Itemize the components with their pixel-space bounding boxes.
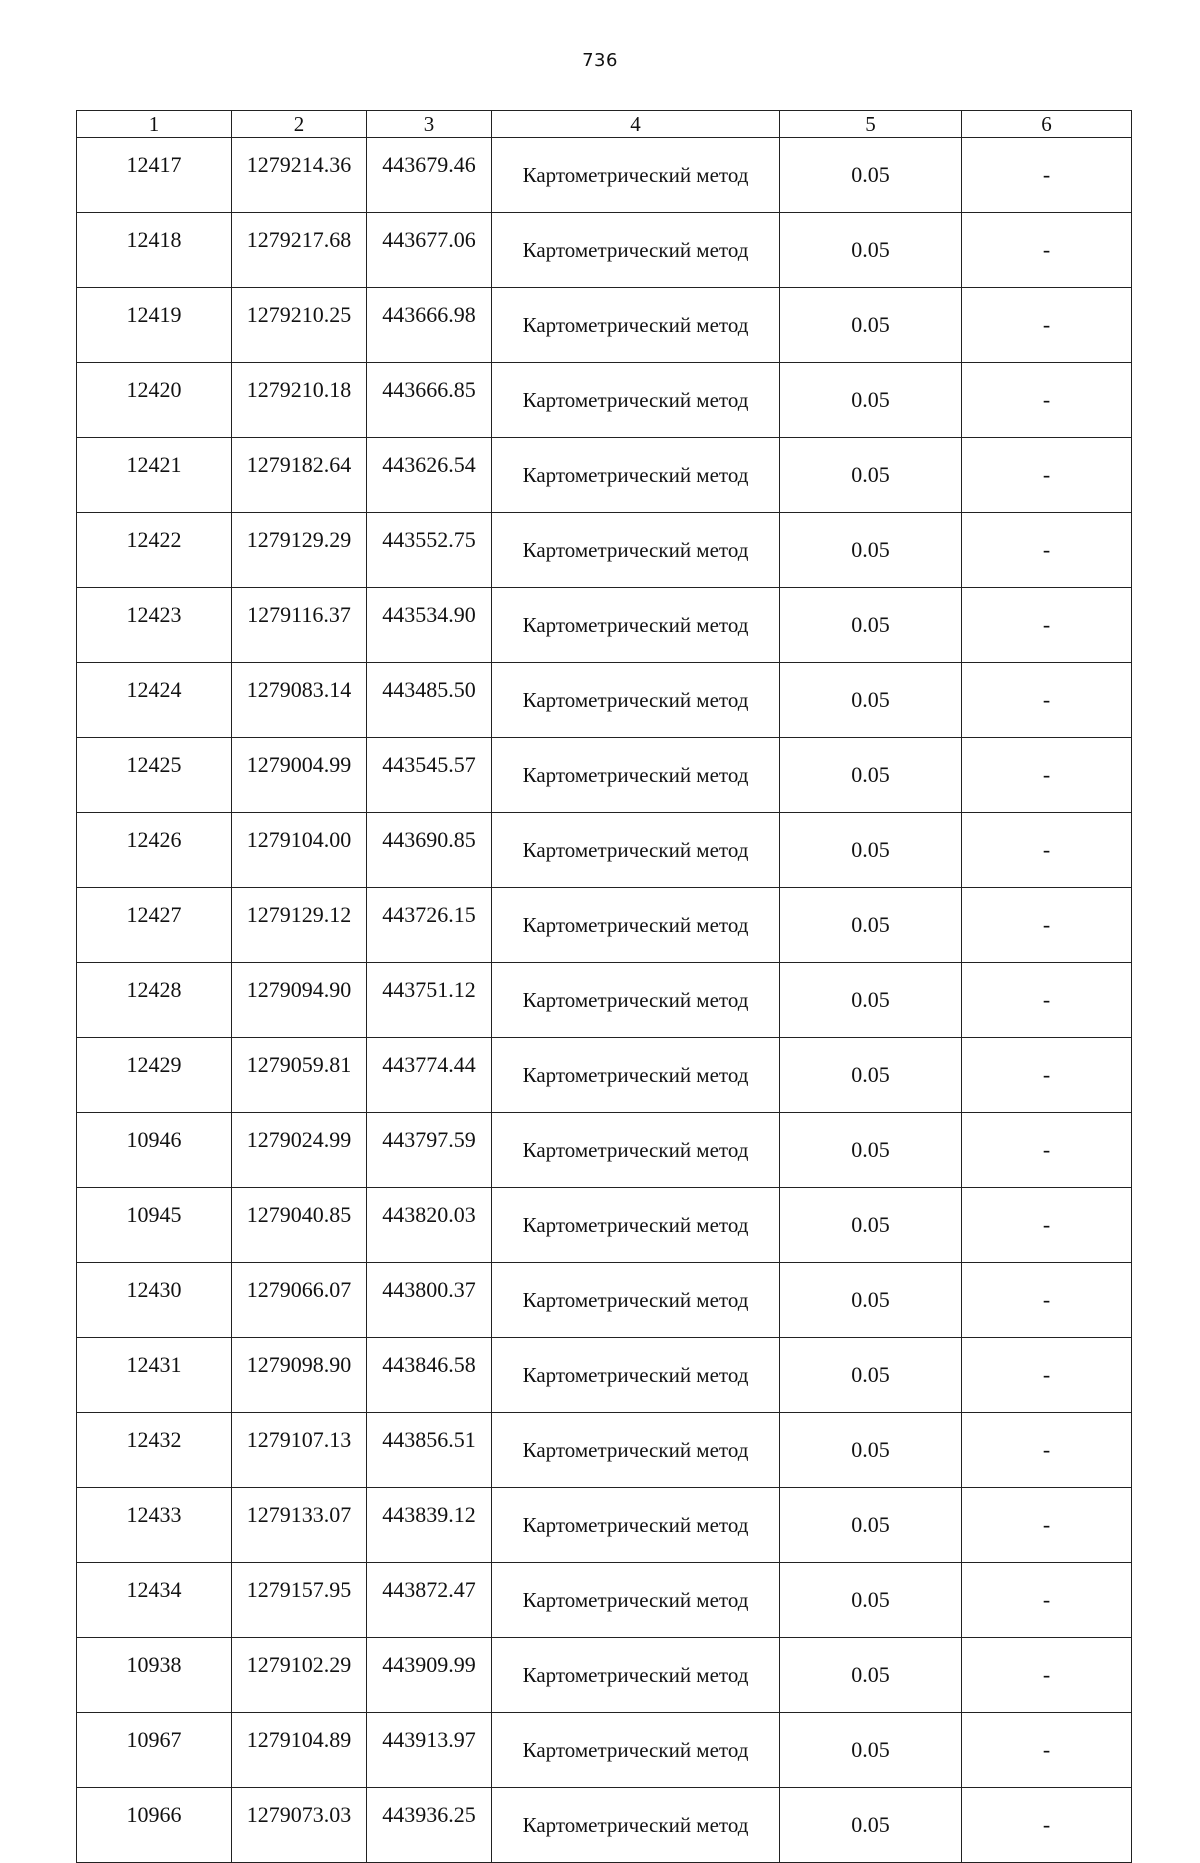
- table-row: [77, 513, 1132, 588]
- point-id-cell: 12422: [77, 513, 232, 588]
- y-coordinate-cell: 443677.06: [367, 213, 492, 288]
- point-id-cell: 12432: [77, 1413, 232, 1488]
- table-row: [77, 1338, 1132, 1413]
- precision-cell: 0.05: [780, 1788, 962, 1863]
- point-id-cell: 10966: [77, 1788, 232, 1863]
- y-coordinate-cell: 443846.58: [367, 1338, 492, 1413]
- note-cell: -: [962, 813, 1132, 888]
- x-coordinate-cell: 1279102.29: [232, 1638, 367, 1713]
- x-coordinate-cell: 1279217.68: [232, 213, 367, 288]
- y-coordinate-cell: 443485.50: [367, 663, 492, 738]
- note-cell: -: [962, 1338, 1132, 1413]
- x-coordinate-cell: 1279129.29: [232, 513, 367, 588]
- note-cell: -: [962, 1413, 1132, 1488]
- y-coordinate-cell: 443909.99: [367, 1638, 492, 1713]
- x-coordinate-cell: 1279210.18: [232, 363, 367, 438]
- precision-cell: 0.05: [780, 663, 962, 738]
- precision-cell: 0.05: [780, 738, 962, 813]
- method-cell: Картометрический метод: [492, 963, 780, 1038]
- column-header: 5: [780, 111, 962, 138]
- point-id-cell: 12419: [77, 288, 232, 363]
- point-id-cell: 12429: [77, 1038, 232, 1113]
- method-cell: Картометрический метод: [492, 1188, 780, 1263]
- precision-cell: 0.05: [780, 588, 962, 663]
- precision-cell: 0.05: [780, 288, 962, 363]
- point-id-cell: 10946: [77, 1113, 232, 1188]
- table-row: [77, 813, 1132, 888]
- y-coordinate-cell: 443872.47: [367, 1563, 492, 1638]
- note-cell: -: [962, 1563, 1132, 1638]
- column-header: 4: [492, 111, 780, 138]
- y-coordinate-cell: 443751.12: [367, 963, 492, 1038]
- note-cell: -: [962, 1788, 1132, 1863]
- table-row: [77, 1038, 1132, 1113]
- method-cell: Картометрический метод: [492, 813, 780, 888]
- method-cell: Картометрический метод: [492, 663, 780, 738]
- point-id-cell: 10938: [77, 1638, 232, 1713]
- method-cell: Картометрический метод: [492, 738, 780, 813]
- table-row: [77, 1638, 1132, 1713]
- method-cell: Картометрический метод: [492, 363, 780, 438]
- note-cell: -: [962, 888, 1132, 963]
- precision-cell: 0.05: [780, 1638, 962, 1713]
- table-row: [77, 1413, 1132, 1488]
- note-cell: -: [962, 1713, 1132, 1788]
- method-cell: Картометрический метод: [492, 1788, 780, 1863]
- y-coordinate-cell: 443666.85: [367, 363, 492, 438]
- note-cell: -: [962, 288, 1132, 363]
- method-cell: Картометрический метод: [492, 1488, 780, 1563]
- method-cell: Картометрический метод: [492, 888, 780, 963]
- y-coordinate-cell: 443534.90: [367, 588, 492, 663]
- header-row: [77, 111, 1132, 138]
- column-header: 1: [77, 111, 232, 138]
- table-row: [77, 963, 1132, 1038]
- y-coordinate-cell: 443820.03: [367, 1188, 492, 1263]
- precision-cell: 0.05: [780, 363, 962, 438]
- point-id-cell: 12428: [77, 963, 232, 1038]
- y-coordinate-cell: 443690.85: [367, 813, 492, 888]
- point-id-cell: 12427: [77, 888, 232, 963]
- point-id-cell: 12424: [77, 663, 232, 738]
- note-cell: -: [962, 213, 1132, 288]
- column-header: 2: [232, 111, 367, 138]
- method-cell: Картометрический метод: [492, 438, 780, 513]
- note-cell: -: [962, 438, 1132, 513]
- table-row: [77, 1563, 1132, 1638]
- table-row: [77, 1788, 1132, 1863]
- precision-cell: 0.05: [780, 1188, 962, 1263]
- method-cell: Картометрический метод: [492, 1713, 780, 1788]
- precision-cell: 0.05: [780, 1038, 962, 1113]
- note-cell: -: [962, 663, 1132, 738]
- y-coordinate-cell: 443797.59: [367, 1113, 492, 1188]
- table-body: [77, 138, 1132, 1863]
- note-cell: -: [962, 513, 1132, 588]
- y-coordinate-cell: 443552.75: [367, 513, 492, 588]
- y-coordinate-cell: 443839.12: [367, 1488, 492, 1563]
- table-row: [77, 1188, 1132, 1263]
- point-id-cell: 12431: [77, 1338, 232, 1413]
- x-coordinate-cell: 1279040.85: [232, 1188, 367, 1263]
- note-cell: -: [962, 963, 1132, 1038]
- precision-cell: 0.05: [780, 438, 962, 513]
- point-id-cell: 12425: [77, 738, 232, 813]
- method-cell: Картометрический метод: [492, 1038, 780, 1113]
- note-cell: -: [962, 1488, 1132, 1563]
- method-cell: Картометрический метод: [492, 1113, 780, 1188]
- y-coordinate-cell: 443800.37: [367, 1263, 492, 1338]
- table-row: [77, 363, 1132, 438]
- x-coordinate-cell: 1279066.07: [232, 1263, 367, 1338]
- x-coordinate-cell: 1279094.90: [232, 963, 367, 1038]
- note-cell: -: [962, 588, 1132, 663]
- method-cell: Картометрический метод: [492, 1563, 780, 1638]
- x-coordinate-cell: 1279107.13: [232, 1413, 367, 1488]
- y-coordinate-cell: 443545.57: [367, 738, 492, 813]
- page-number: 736: [582, 50, 618, 71]
- table-row: [77, 1113, 1132, 1188]
- precision-cell: 0.05: [780, 813, 962, 888]
- table-row: [77, 1263, 1132, 1338]
- y-coordinate-cell: 443726.15: [367, 888, 492, 963]
- precision-cell: 0.05: [780, 1113, 962, 1188]
- point-id-cell: 10967: [77, 1713, 232, 1788]
- method-cell: Картометрический метод: [492, 288, 780, 363]
- precision-cell: 0.05: [780, 1338, 962, 1413]
- precision-cell: 0.05: [780, 1263, 962, 1338]
- table-row: [77, 663, 1132, 738]
- point-id-cell: 12417: [77, 138, 232, 213]
- precision-cell: 0.05: [780, 963, 962, 1038]
- y-coordinate-cell: 443626.54: [367, 438, 492, 513]
- coordinates-table: [76, 110, 1132, 1863]
- table-row: [77, 738, 1132, 813]
- x-coordinate-cell: 1279059.81: [232, 1038, 367, 1113]
- x-coordinate-cell: 1279073.03: [232, 1788, 367, 1863]
- precision-cell: 0.05: [780, 1413, 962, 1488]
- method-cell: Картометрический метод: [492, 1338, 780, 1413]
- point-id-cell: 12418: [77, 213, 232, 288]
- point-id-cell: 12430: [77, 1263, 232, 1338]
- x-coordinate-cell: 1279098.90: [232, 1338, 367, 1413]
- x-coordinate-cell: 1279116.37: [232, 588, 367, 663]
- x-coordinate-cell: 1279104.89: [232, 1713, 367, 1788]
- note-cell: -: [962, 738, 1132, 813]
- column-header: 6: [962, 111, 1132, 138]
- precision-cell: 0.05: [780, 1563, 962, 1638]
- point-id-cell: 12426: [77, 813, 232, 888]
- x-coordinate-cell: 1279129.12: [232, 888, 367, 963]
- table-row: [77, 1488, 1132, 1563]
- precision-cell: 0.05: [780, 1713, 962, 1788]
- table-row: [77, 888, 1132, 963]
- point-id-cell: 10945: [77, 1188, 232, 1263]
- method-cell: Картометрический метод: [492, 513, 780, 588]
- y-coordinate-cell: 443913.97: [367, 1713, 492, 1788]
- method-cell: Картометрический метод: [492, 213, 780, 288]
- column-header: 3: [367, 111, 492, 138]
- method-cell: Картометрический метод: [492, 138, 780, 213]
- table-row: [77, 213, 1132, 288]
- note-cell: -: [962, 1263, 1132, 1338]
- table-row: [77, 438, 1132, 513]
- table-row: [77, 138, 1132, 213]
- y-coordinate-cell: 443774.44: [367, 1038, 492, 1113]
- y-coordinate-cell: 443666.98: [367, 288, 492, 363]
- x-coordinate-cell: 1279104.00: [232, 813, 367, 888]
- method-cell: Картометрический метод: [492, 1263, 780, 1338]
- y-coordinate-cell: 443679.46: [367, 138, 492, 213]
- precision-cell: 0.05: [780, 1488, 962, 1563]
- y-coordinate-cell: 443936.25: [367, 1788, 492, 1863]
- note-cell: -: [962, 1113, 1132, 1188]
- note-cell: -: [962, 138, 1132, 213]
- method-cell: Картометрический метод: [492, 588, 780, 663]
- note-cell: -: [962, 1038, 1132, 1113]
- x-coordinate-cell: 1279004.99: [232, 738, 367, 813]
- point-id-cell: 12434: [77, 1563, 232, 1638]
- x-coordinate-cell: 1279157.95: [232, 1563, 367, 1638]
- precision-cell: 0.05: [780, 888, 962, 963]
- point-id-cell: 12433: [77, 1488, 232, 1563]
- y-coordinate-cell: 443856.51: [367, 1413, 492, 1488]
- x-coordinate-cell: 1279024.99: [232, 1113, 367, 1188]
- precision-cell: 0.05: [780, 138, 962, 213]
- note-cell: -: [962, 363, 1132, 438]
- table-row: [77, 588, 1132, 663]
- note-cell: -: [962, 1188, 1132, 1263]
- precision-cell: 0.05: [780, 513, 962, 588]
- method-cell: Картометрический метод: [492, 1638, 780, 1713]
- method-cell: Картометрический метод: [492, 1413, 780, 1488]
- precision-cell: 0.05: [780, 213, 962, 288]
- x-coordinate-cell: 1279182.64: [232, 438, 367, 513]
- x-coordinate-cell: 1279214.36: [232, 138, 367, 213]
- x-coordinate-cell: 1279210.25: [232, 288, 367, 363]
- x-coordinate-cell: 1279133.07: [232, 1488, 367, 1563]
- point-id-cell: 12423: [77, 588, 232, 663]
- table-row: [77, 1713, 1132, 1788]
- x-coordinate-cell: 1279083.14: [232, 663, 367, 738]
- point-id-cell: 12420: [77, 363, 232, 438]
- point-id-cell: 12421: [77, 438, 232, 513]
- table-row: [77, 288, 1132, 363]
- note-cell: -: [962, 1638, 1132, 1713]
